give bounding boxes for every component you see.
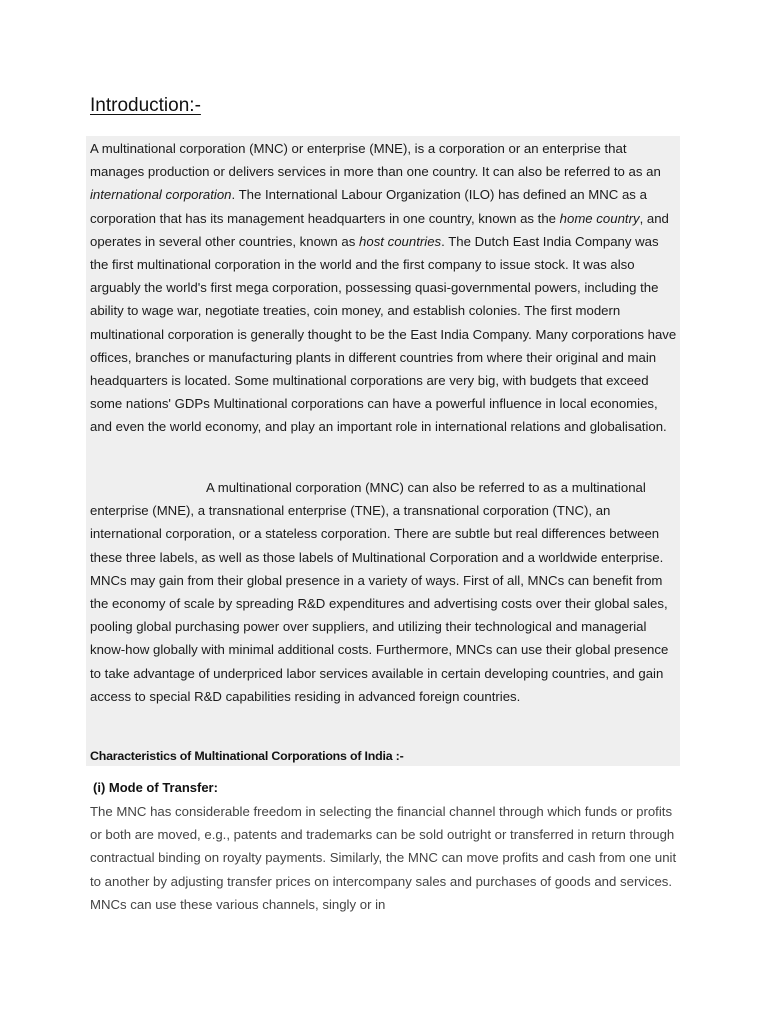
introduction-heading: Introduction:- — [90, 95, 201, 116]
p1-italic-home-country: home country — [559, 210, 640, 226]
mode-of-transfer-heading: (i) Mode of Transfer: — [93, 780, 218, 795]
characteristics-heading: Characteristics of Multinational Corporations of India :- — [90, 749, 404, 763]
p1-italic-host-countries: host countries — [359, 233, 442, 249]
mode-of-transfer-paragraph: The MNC has considerable freedom in selecting the financial channel through which funds or profits or both are moved, e.g., patents and trademarks can be sold outright or transferred in return through contractual binding on royalty payments. Similarly, the MNC can move profits and cash from one unit to another by adjusting transfer prices on intercompany sales and purchases of goods and services. MNCs can use these various channels, singly or in — [90, 804, 677, 912]
p1-text-1: A multinational corporation (MNC) or enterprise (MNE), is a corporation or an enterprise that manages production or delivers services in more than one country. It can also be referred to as an — [90, 141, 661, 180]
p1-text-2: . The International Labour Organization (ILO) has defined an MNC as a corporation that has its management headquarters in one country, known as the — [90, 187, 647, 226]
intro-paragraph-2: A multinational corporation (MNC) can also be referred to as a multinational enterprise (MNE), a transnational enterprise (TNE), a transnational corporation (TNC), an international corporation, or a stateless corporation. There are subtle but real differences between these three labels, as well as those labels of Multinational Corporation and a worldwide enterprise. MNCs may gain from their global presence in a variety of ways. First of all, MNCs can benefit from the economy of scale by spreading R&D expenditures and advertising costs over their global sales, pooling global purchasing power over suppliers, and utilizing their technological and managerial know-how globally with minimal additional costs. Furthermore, MNCs can use their global presence to take advantage of underpriced labor services available in certain developing countries, and gain access to special R&D capabilities residing in advanced foreign countries. — [90, 480, 669, 704]
intro-paragraph-1 — [90, 137, 678, 439]
p1-text-3: , and operates in several other countries, known as — [90, 210, 669, 249]
p1-text-4: . The Dutch East India Company was the first multinational corporation in the world and the first company to issue stock. It was also arguably the world's first mega corporation, possessing quasi-governmental powers, including the ability to wage war, negotiate treaties, coin money, and establish colonies. The first modern multinational corporation is generally thought to be the East India Company. Many corporations have offices, branches or manufacturing plants in different countries from where their original and main headquarters is located. Some multinational corporations are very big, with budgets that exceed some nations' GDPs Multinational corporations can have a powerful influence in local economies, and even the world economy, and play an important role in international relations and globalisation. — [90, 233, 677, 435]
p1-italic-international-corporation: international corporation — [90, 187, 232, 203]
